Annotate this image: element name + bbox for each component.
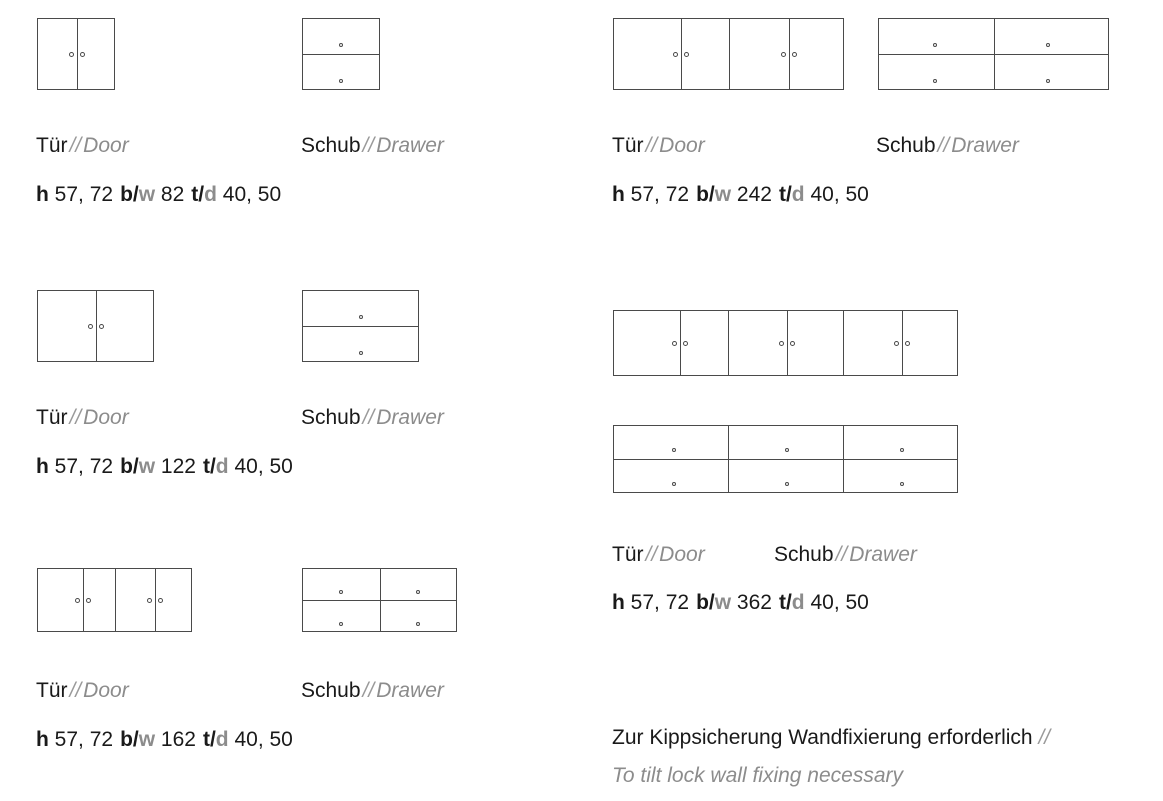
door-divider [155,569,156,631]
dim-width-key-en: w [138,183,156,206]
door-divider [902,311,903,375]
footnote-de: Zur Kippsicherung Wandfixierung erforderlich [612,726,1033,749]
dimensions-w242 [612,182,869,208]
caption-drawer-de: Schub [301,406,361,429]
door-handle-knob [792,52,797,57]
dim-width-value: 242 [736,183,772,206]
caption-separator: // [937,134,950,157]
drawer-divider [614,459,957,460]
door-handle-knob [88,324,93,329]
caption-drawer-en: Drawer [951,134,1019,157]
caption-separator: // [69,406,82,429]
drawer-handle-knob [416,622,420,626]
drawer-handle-knob [339,622,343,626]
dim-height-value: 57, 72 [54,728,114,751]
drawer-handle-knob [672,482,676,486]
dimensions-w162 [36,727,293,753]
drawer-handle-knob [900,448,904,452]
drawer-handle-knob [785,448,789,452]
dim-width-key-de: b/ [120,455,139,478]
caption-separator: // [69,134,82,157]
caption-door-de: Tür [612,543,644,566]
caption-separator: // [835,543,848,566]
caption-door-de: Tür [36,406,68,429]
dim-height-key: h [36,455,49,478]
dim-depth-value: 40, 50 [810,183,869,206]
drawer-handle-knob [900,482,904,486]
caption-drawer-de: Schub [301,679,361,702]
door-handle-knob [779,341,784,346]
dim-depth-key-en: d [204,183,217,206]
footnote-en: To tilt lock wall fixing necessary [612,764,904,787]
drawer-divider [879,54,1108,55]
drawer-handle-knob [785,482,789,486]
door-handle-knob [781,52,786,57]
door-handle-knob [69,52,74,57]
dim-depth-key-de: t/ [191,183,205,206]
dim-height-value: 57, 72 [630,183,690,206]
door-handle-knob [683,341,688,346]
caption-drawer-w162 [301,678,444,704]
caption-door-en: Door [83,406,129,429]
drawer-handle-knob [672,448,676,452]
caption-door-w82 [36,133,129,159]
dim-height-key: h [612,591,625,614]
drawer-handle-knob [359,351,363,355]
drawer-cabinet-w82 [302,18,380,90]
caption-separator: // [645,134,658,157]
dim-height-key: h [36,728,49,751]
caption-drawer-de: Schub [876,134,936,157]
cabinet-divider [729,19,730,89]
drawer-divider [303,54,379,55]
drawer-handle-knob [359,315,363,319]
drawer-divider [303,326,418,327]
dim-width-key-en: w [714,591,732,614]
door-handle-knob [684,52,689,57]
door-handle-knob [86,598,91,603]
footnote-separator: // [1038,726,1051,749]
caption-separator: // [645,543,658,566]
dimensions-w362 [612,590,869,616]
dim-depth-key-en: d [215,455,229,478]
caption-drawer-de: Schub [301,134,361,157]
caption-drawer-en: Drawer [849,543,917,566]
door-cabinet-w362 [613,310,958,376]
door-handle-knob [673,52,678,57]
dim-width-value: 122 [160,455,196,478]
door-divider [680,311,681,375]
caption-separator: // [362,679,375,702]
door-handle-knob [147,598,152,603]
caption-door-w362 [612,542,705,568]
dim-width-value: 82 [160,183,185,206]
door-divider [83,569,84,631]
drawer-handle-knob [1046,79,1050,83]
door-handle-knob [790,341,795,346]
dim-depth-key-en: d [791,591,805,614]
caption-door-w162 [36,678,129,704]
door-handle-knob [905,341,910,346]
dim-width-key-de: b/ [120,183,139,206]
drawer-handle-knob [416,590,420,594]
caption-drawer-w82 [301,133,444,159]
dim-depth-value: 40, 50 [222,183,282,206]
dim-width-key-de: b/ [696,591,715,614]
dimensions-w82 [36,182,281,208]
dim-depth-key-de: t/ [778,183,792,206]
caption-drawer-w122 [301,405,444,431]
dim-depth-value: 40, 50 [810,591,869,614]
dim-height-key: h [36,183,49,206]
drawer-cabinet-w242 [878,18,1109,90]
cabinet-divider [843,311,844,375]
dimensions-w122 [36,454,293,480]
drawer-cabinet-w362 [613,425,958,493]
door-divider [96,291,97,361]
door-divider [787,311,788,375]
dim-depth-key-en: d [215,728,229,751]
dim-depth-key-de: t/ [202,728,216,751]
caption-door-en: Door [659,543,705,566]
dim-depth-key-de: t/ [202,455,216,478]
dim-depth-value: 40, 50 [234,728,293,751]
door-handle-knob [80,52,85,57]
door-handle-knob [158,598,163,603]
caption-drawer-en: Drawer [376,134,444,157]
caption-door-w242 [612,133,705,159]
drawer-handle-knob [339,43,343,47]
cabinet-divider [728,311,729,375]
caption-drawer-de: Schub [774,543,834,566]
caption-door-w122 [36,405,129,431]
dim-width-value: 362 [736,591,772,614]
caption-separator: // [362,134,375,157]
caption-door-de: Tür [36,134,68,157]
door-divider [77,19,78,89]
drawer-handle-knob [933,79,937,83]
door-divider [681,19,682,89]
door-cabinet-w82 [37,18,115,90]
door-divider [789,19,790,89]
drawer-divider [303,600,456,601]
dim-height-key: h [612,183,625,206]
caption-drawer-en: Drawer [376,679,444,702]
drawer-cabinet-w162 [302,568,457,632]
dim-height-value: 57, 72 [54,455,114,478]
caption-door-de: Tür [612,134,644,157]
dim-width-key-en: w [138,455,156,478]
drawer-handle-knob [1046,43,1050,47]
dim-width-key-de: b/ [696,183,715,206]
caption-separator: // [69,679,82,702]
dim-depth-key-de: t/ [778,591,792,614]
footnote-en-line [612,760,903,792]
cabinet-divider [115,569,116,631]
caption-drawer-w362 [774,542,917,568]
caption-drawer-w242 [876,133,1019,159]
dim-depth-value: 40, 50 [234,455,293,478]
caption-door-en: Door [83,679,129,702]
door-cabinet-w242 [613,18,844,90]
caption-separator: // [362,406,375,429]
dim-height-value: 57, 72 [54,183,114,206]
drawer-handle-knob [339,79,343,83]
footnote-de-line [612,722,1050,754]
door-cabinet-w162 [37,568,192,632]
caption-drawer-en: Drawer [376,406,444,429]
dim-width-value: 162 [160,728,196,751]
dim-depth-key-en: d [791,183,805,206]
door-handle-knob [894,341,899,346]
dim-height-value: 57, 72 [630,591,690,614]
caption-door-en: Door [659,134,705,157]
drawer-handle-knob [933,43,937,47]
door-handle-knob [75,598,80,603]
drawer-handle-knob [339,590,343,594]
caption-door-en: Door [83,134,129,157]
door-handle-knob [99,324,104,329]
dim-width-key-en: w [714,183,732,206]
caption-door-de: Tür [36,679,68,702]
dim-width-key-en: w [138,728,156,751]
door-cabinet-w122 [37,290,154,362]
drawer-cabinet-w122 [302,290,419,362]
dim-width-key-de: b/ [120,728,139,751]
door-handle-knob [672,341,677,346]
